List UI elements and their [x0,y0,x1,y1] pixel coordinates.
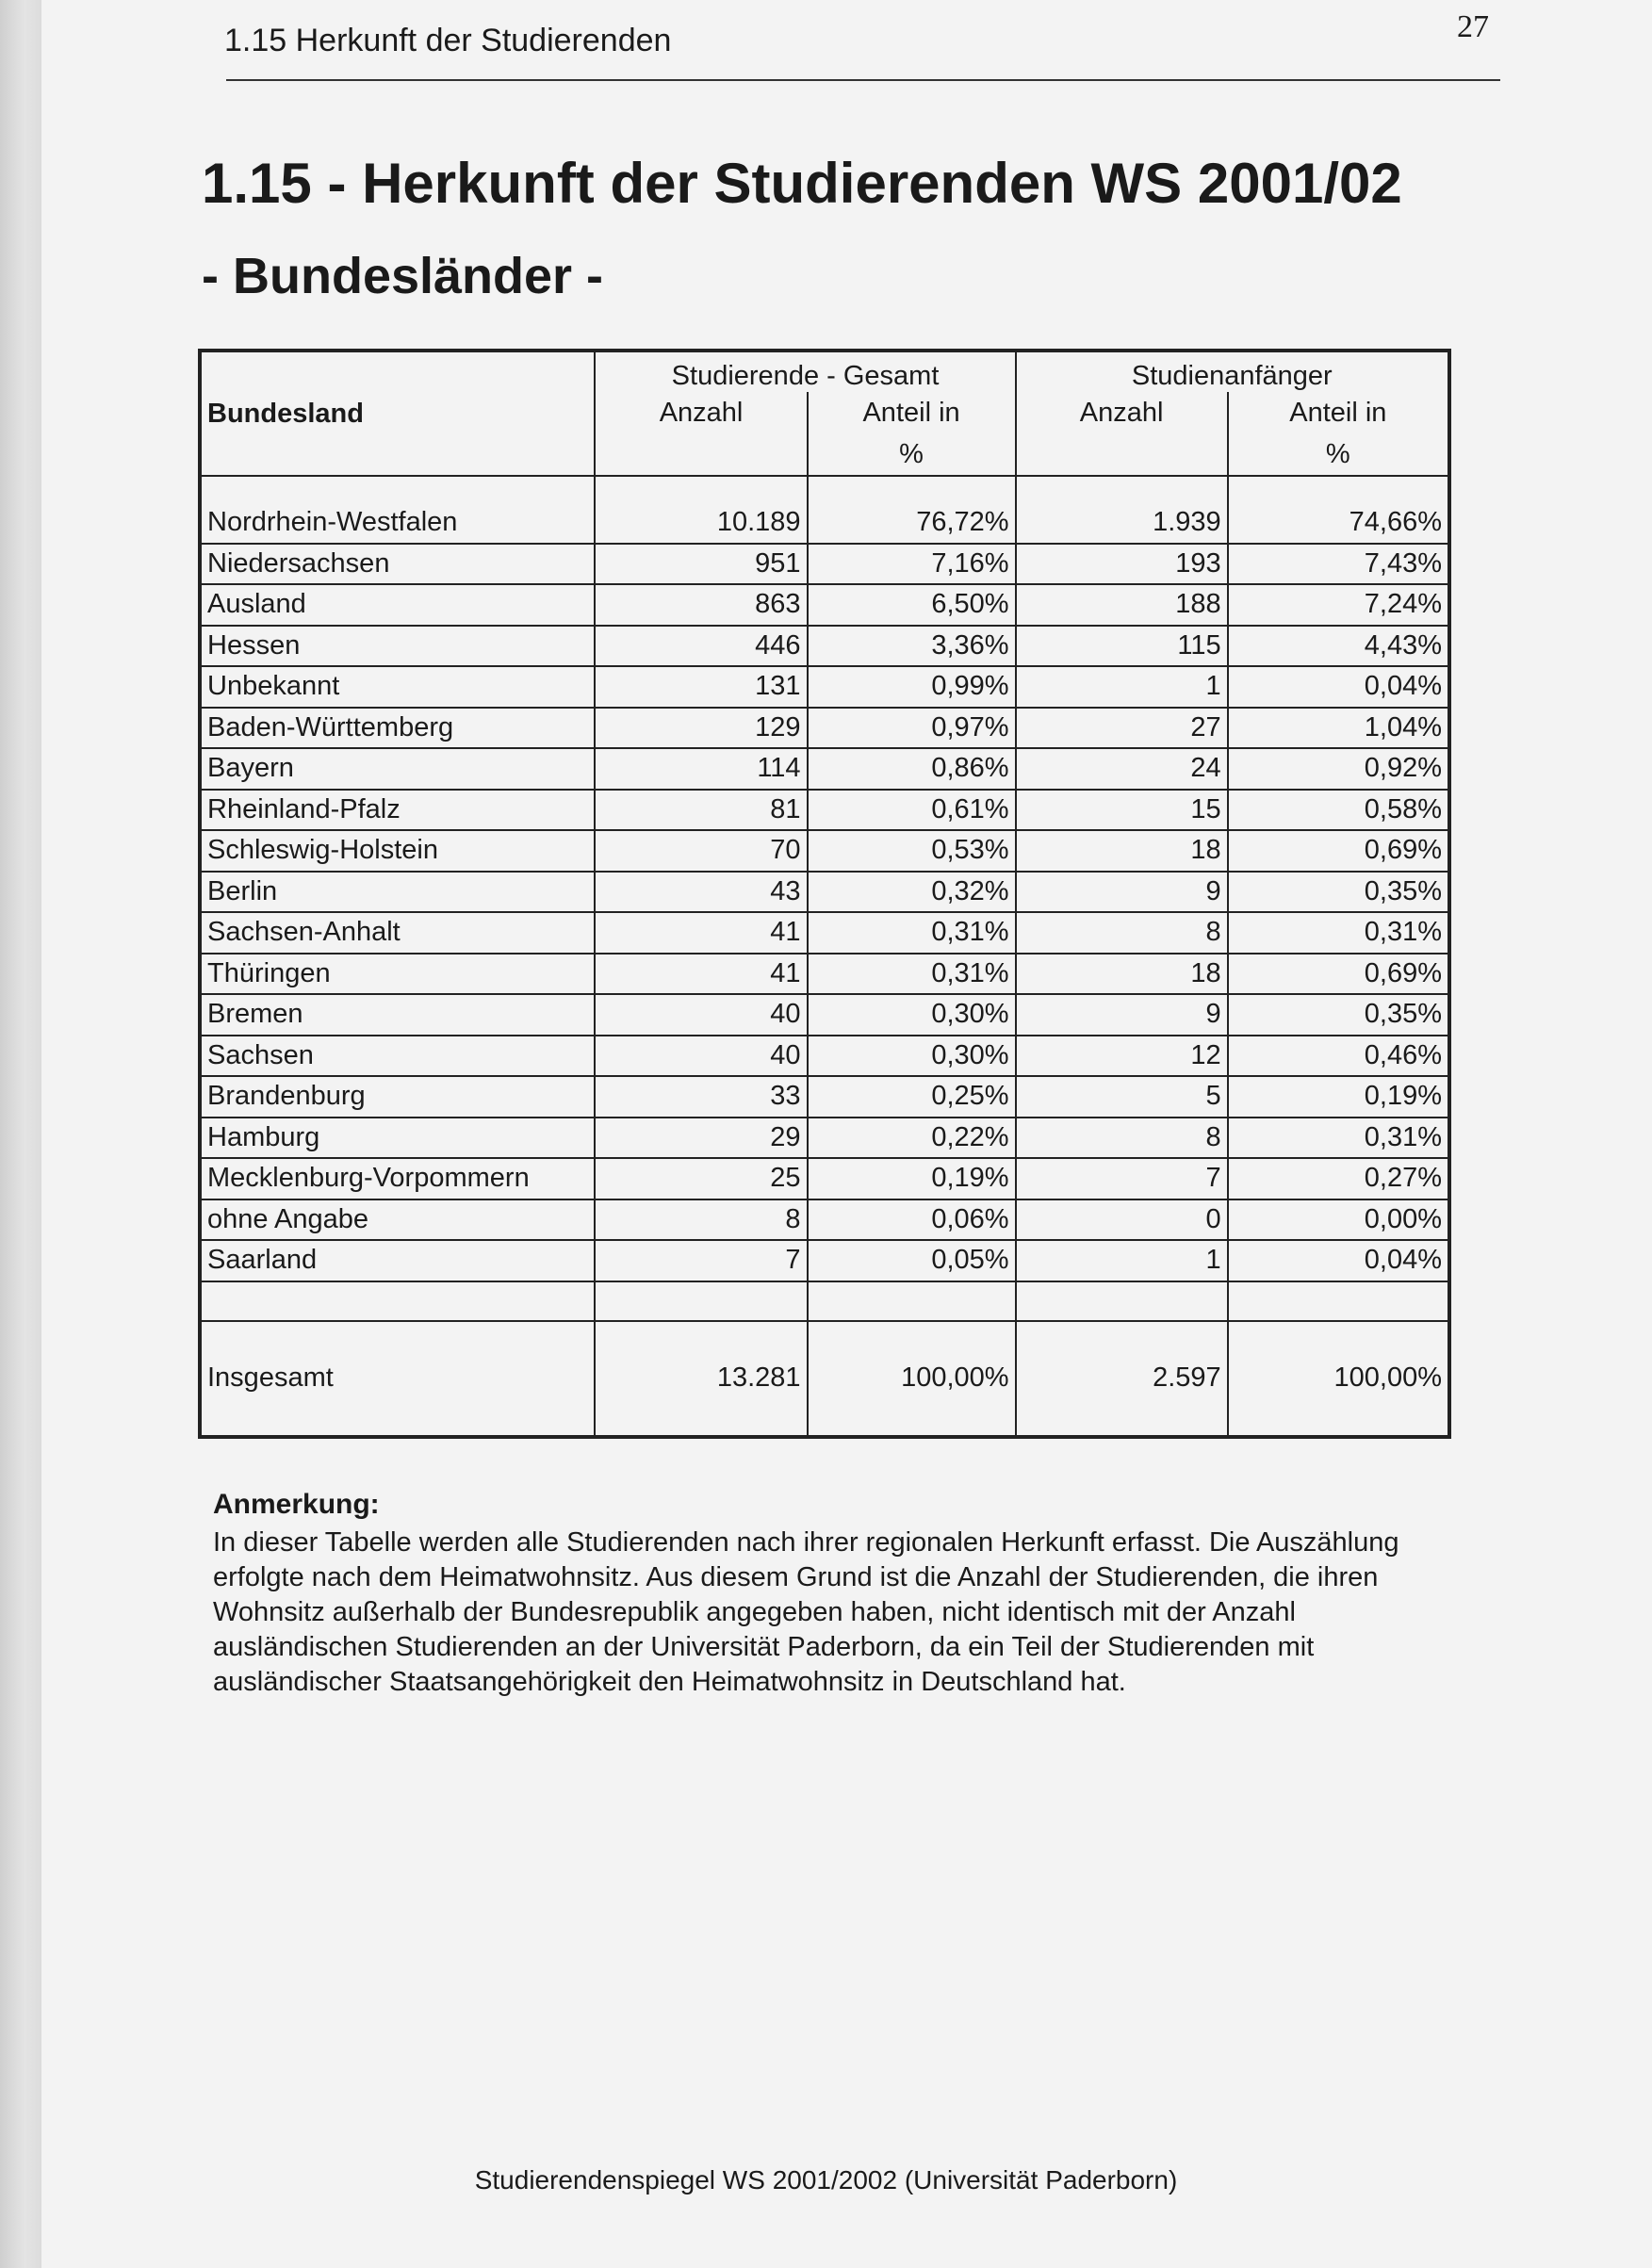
row-first-year-share: 7,24% [1228,584,1449,626]
table-gap-row [200,1281,1449,1321]
row-first-year-count: 27 [1016,708,1228,749]
table-row [200,666,1449,708]
column-header-total-count: Anzahl [595,392,807,476]
row-first-year-count: 8 [1016,1118,1228,1159]
row-total-count: 863 [595,584,807,626]
row-total-count: 446 [595,626,807,667]
row-first-year-count: 188 [1016,584,1228,626]
column-header-first-count: Anzahl [1016,392,1228,476]
row-first-year-count: 7 [1016,1158,1228,1199]
row-total-share: 3,36% [808,626,1016,667]
page-footer: Studierendenspiegel WS 2001/2002 (Universität Paderborn) [474,2165,1178,2195]
table-row [200,994,1449,1036]
row-first-year-share: 4,43% [1228,626,1449,667]
table-note [213,1487,1476,1700]
row-first-year-count: 0 [1016,1199,1228,1241]
row-total-count: 81 [595,790,807,831]
table-row [200,1199,1449,1241]
row-first-year-count: 15 [1016,790,1228,831]
table-row [200,954,1449,995]
column-header-total-share [808,392,1016,476]
row-first-year-share: 0,46% [1228,1036,1449,1077]
row-first-year-share: 7,43% [1228,544,1449,585]
row-first-year-count: 9 [1016,994,1228,1036]
column-header-bundesland: Bundesland [200,351,595,476]
row-bundesland: Niedersachsen [200,544,595,585]
row-bundesland: Brandenburg [200,1076,595,1118]
row-total-share: 0,06% [808,1199,1016,1241]
row-first-year-count: 12 [1016,1036,1228,1077]
row-total-count: 114 [595,748,807,790]
row-first-year-share: 0,31% [1228,912,1449,954]
row-bundesland: Bremen [200,994,595,1036]
row-first-year-share: 0,31% [1228,1118,1449,1159]
table-row [200,1118,1449,1159]
row-bundesland: Mecklenburg-Vorpommern [200,1158,595,1199]
row-first-year-share: 0,00% [1228,1199,1449,1241]
row-bundesland: Baden-Württemberg [200,708,595,749]
row-total-count: 41 [595,954,807,995]
total-label: Insgesamt [200,1321,595,1437]
row-total-share: 0,31% [808,912,1016,954]
row-first-year-count: 18 [1016,830,1228,872]
row-total-share: 0,25% [808,1076,1016,1118]
row-total-count: 40 [595,994,807,1036]
row-first-year-count: 24 [1016,748,1228,790]
row-bundesland: Rheinland-Pfalz [200,790,595,831]
table-row [200,872,1449,913]
origin-table [198,349,1451,1439]
table-row [200,748,1449,790]
row-bundesland: Unbekannt [200,666,595,708]
group-header-first-year: Studienanfänger [1016,351,1449,392]
header-rule [226,79,1500,81]
row-total-count: 43 [595,872,807,913]
row-total-count: 40 [595,1036,807,1077]
page-subtitle: - Bundesländer - [202,248,604,304]
row-first-year-count: 9 [1016,872,1228,913]
row-first-year-share: 74,66% [1228,503,1449,544]
row-first-year-share: 0,27% [1228,1158,1449,1199]
row-first-year-count: 1 [1016,1240,1228,1281]
total-count: 13.281 [595,1321,807,1437]
row-first-year-count: 1 [1016,666,1228,708]
table-row [200,1036,1449,1077]
row-total-share: 76,72% [808,503,1016,544]
row-total-count: 25 [595,1158,807,1199]
row-bundesland: Saarland [200,1240,595,1281]
row-total-count: 129 [595,708,807,749]
table-row [200,912,1449,954]
row-total-share: 0,99% [808,666,1016,708]
row-bundesland: Sachsen [200,1036,595,1077]
row-bundesland: Berlin [200,872,595,913]
table-spacer-row [200,476,1449,503]
share-label-line2: % [899,439,924,469]
note-heading: Anmerkung: [213,1489,380,1520]
share-label-line1: Anteil in [862,398,960,428]
book-gutter [0,0,41,2268]
row-total-count: 33 [595,1076,807,1118]
row-bundesland: Hessen [200,626,595,667]
row-total-share: 0,86% [808,748,1016,790]
row-bundesland: Thüringen [200,954,595,995]
table-row [200,503,1449,544]
row-first-year-share: 0,35% [1228,872,1449,913]
share-label-line1: Anteil in [1289,398,1387,428]
table-row [200,1240,1449,1281]
row-total-share: 0,30% [808,994,1016,1036]
row-first-year-share: 0,58% [1228,790,1449,831]
row-total-count: 70 [595,830,807,872]
page-title: 1.15 - Herkunft der Studierenden WS 2001/02 [202,152,1402,215]
first-year-share: 100,00% [1228,1321,1449,1437]
row-first-year-count: 5 [1016,1076,1228,1118]
row-total-count: 7 [595,1240,807,1281]
row-first-year-share: 1,04% [1228,708,1449,749]
table-row [200,544,1449,585]
row-total-share: 7,16% [808,544,1016,585]
row-bundesland: Hamburg [200,1118,595,1159]
table-row [200,790,1449,831]
row-total-share: 0,32% [808,872,1016,913]
row-first-year-share: 0,04% [1228,1240,1449,1281]
table-total-row [200,1321,1449,1437]
row-first-year-count: 115 [1016,626,1228,667]
row-first-year-share: 0,35% [1228,994,1449,1036]
table-body [200,503,1449,1281]
table-row [200,708,1449,749]
table-header-group-row [200,351,1449,392]
row-first-year-count: 1.939 [1016,503,1228,544]
table-row [200,1158,1449,1199]
row-total-share: 0,61% [808,790,1016,831]
row-bundesland: Ausland [200,584,595,626]
row-first-year-share: 0,92% [1228,748,1449,790]
row-total-count: 10.189 [595,503,807,544]
row-total-share: 0,97% [808,708,1016,749]
row-bundesland: ohne Angabe [200,1199,595,1241]
row-total-count: 8 [595,1199,807,1241]
row-total-share: 6,50% [808,584,1016,626]
row-bundesland: Schleswig-Holstein [200,830,595,872]
total-share: 100,00% [808,1321,1016,1437]
row-total-share: 0,22% [808,1118,1016,1159]
group-header-total: Studierende - Gesamt [595,351,1015,392]
row-first-year-share: 0,69% [1228,830,1449,872]
table-row [200,626,1449,667]
row-bundesland: Nordrhein-Westfalen [200,503,595,544]
row-first-year-share: 0,04% [1228,666,1449,708]
row-total-count: 951 [595,544,807,585]
share-label-line2: % [1325,439,1350,469]
row-first-year-count: 8 [1016,912,1228,954]
table-row [200,1076,1449,1118]
column-header-first-share [1228,392,1449,476]
row-first-year-share: 0,69% [1228,954,1449,995]
row-first-year-count: 193 [1016,544,1228,585]
row-total-count: 131 [595,666,807,708]
row-total-share: 0,19% [808,1158,1016,1199]
page-number: 27 [1457,9,1489,44]
row-total-share: 0,53% [808,830,1016,872]
row-total-count: 41 [595,912,807,954]
row-total-count: 29 [595,1118,807,1159]
row-first-year-count: 18 [1016,954,1228,995]
row-total-share: 0,30% [808,1036,1016,1077]
row-bundesland: Sachsen-Anhalt [200,912,595,954]
table-row [200,830,1449,872]
note-text: In dieser Tabelle werden alle Studierenden nach ihrer regionalen Herkunft erfasst. Die Auszählung erfolgte nach dem Heimatwohnsitz. Aus diesem Grund ist die Anzahl der Studierenden, die ihren Wohnsitz außerhalb der Bundesrepublik angegeben haben, nicht identisch mit der Anzahl ausländischen Studierenden an der Universität Paderborn, da ein Teil der Studierenden mit ausländischer Staatsangehörigkeit den Heimatwohnsitz in Deutschland hat. [213,1527,1399,1697]
running-title: 1.15 Herkunft der Studierenden [224,23,672,58]
first-year-count: 2.597 [1016,1321,1228,1437]
row-total-share: 0,05% [808,1240,1016,1281]
row-total-share: 0,31% [808,954,1016,995]
row-bundesland: Bayern [200,748,595,790]
row-first-year-share: 0,19% [1228,1076,1449,1118]
table-row [200,584,1449,626]
